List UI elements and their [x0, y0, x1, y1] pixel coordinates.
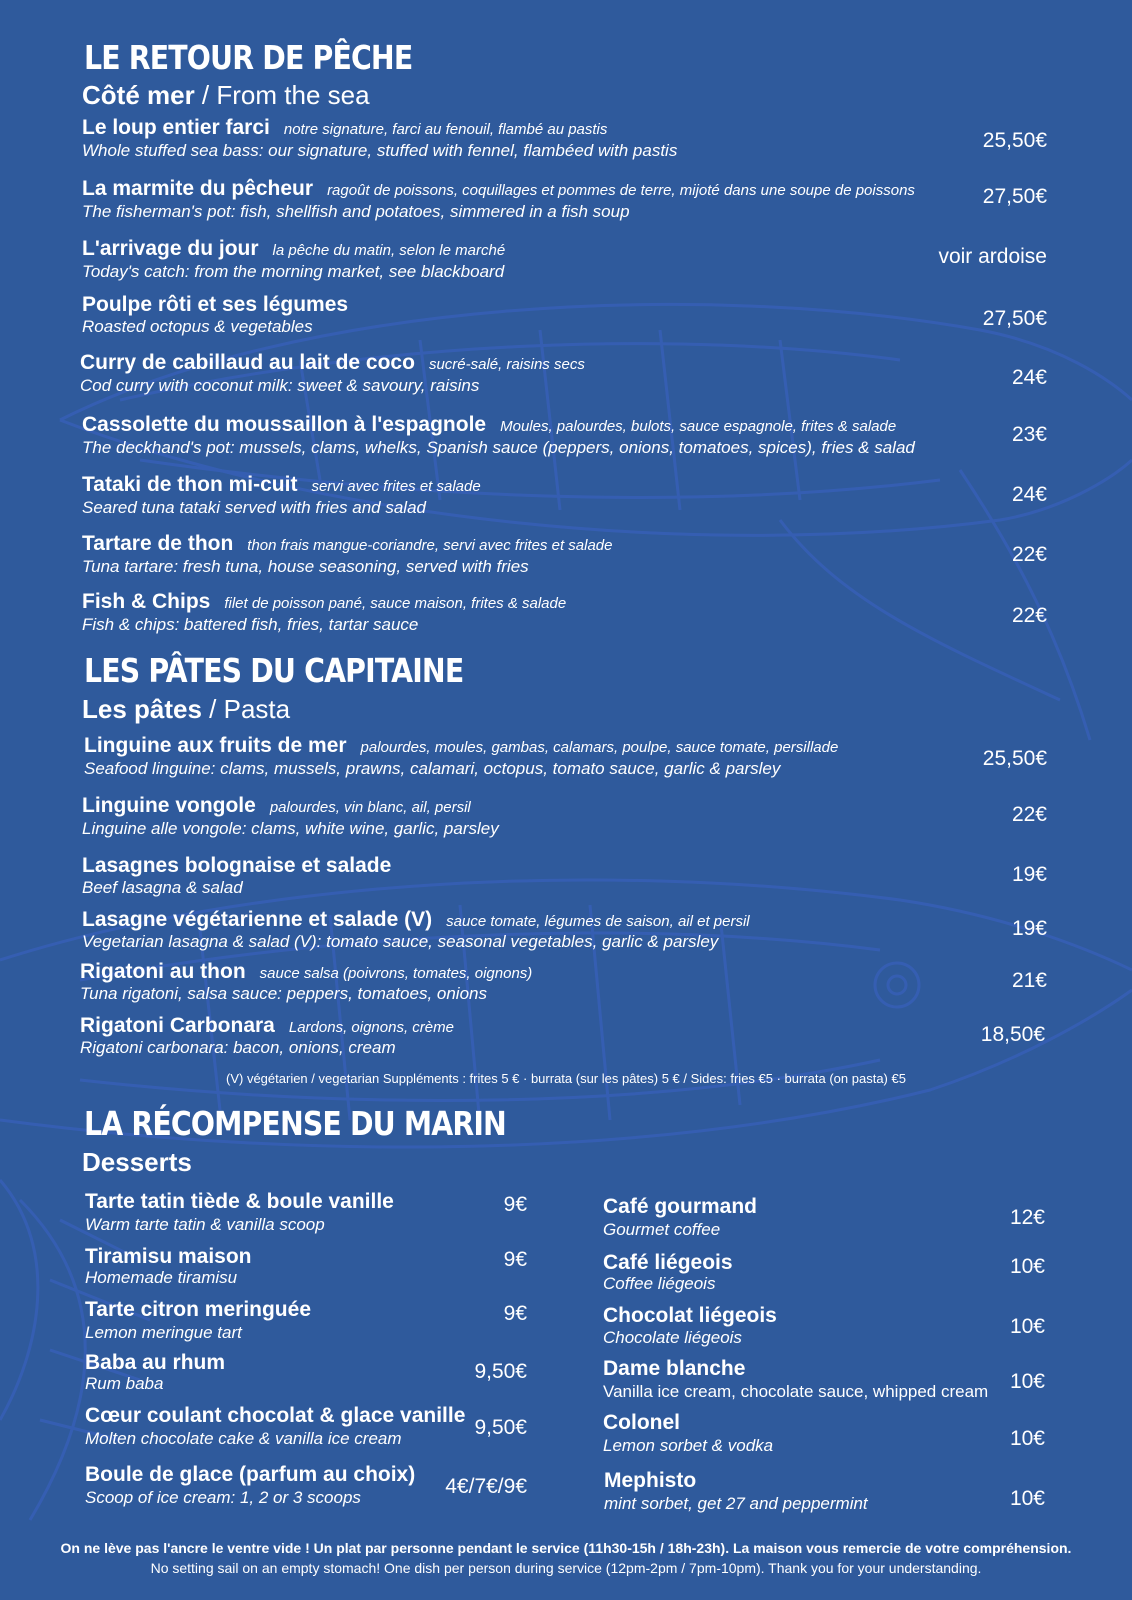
menu-item: Lasagnes bolognaise et salade Beef lasagna & salad 19€ [82, 854, 1047, 897]
menu-item: Linguine vongole palourdes, vin blanc, ail, persil Linguine alle vongole: clams, white wine, garlic, parsley 22€ [82, 794, 1047, 838]
menu-item: Lasagne végétarienne et salade (V) sauce tomate, légumes de saison, ail et persil Vegetarian lasagna & salad (V): tomato sauce, seasonal vegetables, garlic & parsley 19€ [82, 908, 1047, 951]
footer-notice-fr: On ne lève pas l'ancre le ventre vide ! Un plat par personne pendant le service (11h30-15h / 18h-23h). La maison vous remercie de votre compréhension. [60, 1540, 1072, 1556]
item-price: 9,50€ [474, 1416, 527, 1439]
item-price: 19€ [1011, 863, 1047, 886]
menu-item: Poulpe rôti et ses légumes Roasted octopus & vegetables 27,50€ [82, 293, 1047, 336]
menu-item: La marmite du pêcheur ragoût de poissons, coquillages et pommes de terre, mijoté dans une soupe de poissons The fisherman's pot: fish, shellfish and potatoes, simmered in a fish soup 27,50€ [82, 177, 1047, 221]
dessert-item: Cœur coulant chocolat & glace vanille Molten chocolate cake & vanilla ice cream 9,50€ [85, 1404, 527, 1448]
item-price: 27,50€ [982, 307, 1047, 330]
item-price: 24€ [1011, 366, 1047, 389]
item-price: 22€ [1011, 604, 1047, 627]
dessert-item: Baba au rhum Rum baba 9,50€ [85, 1351, 527, 1393]
item-price: 10€ [1009, 1315, 1045, 1338]
item-price: 9€ [503, 1302, 527, 1325]
item-price: 21€ [1011, 969, 1047, 992]
section-subtitle-desserts: Desserts [82, 1147, 192, 1177]
menu-item: Rigatoni Carbonara Lardons, oignons, crème Rigatoni carbonara: bacon, onions, cream 18,50€ [80, 1014, 1045, 1057]
menu-item: Tartare de thon thon frais mangue-coriandre, servi avec frites et salade Tuna tartare: fresh tuna, house seasoning, served with fries 22€ [82, 532, 1047, 576]
menu-item: Linguine aux fruits de mer palourdes, moules, gambas, calamars, poulpe, sauce tomate, persillade Seafood linguine: clams, mussels, prawns, calamari, octopus, tomato sauce, garlic & parsley 25,50€ [84, 734, 1047, 778]
dessert-item: Tiramisu maison Homemade tiramisu 9€ [85, 1245, 527, 1287]
menu-item: Rigatoni au thon sauce salsa (poivrons, tomates, oignons) Tuna rigatoni, salsa sauce: peppers, tomatoes, onions 21€ [80, 960, 1047, 1003]
dessert-item: Chocolat liégeois Chocolate liégeois 10€ [603, 1304, 1045, 1347]
item-price: 9€ [503, 1248, 527, 1271]
item-price: 4€/7€/9€ [445, 1475, 527, 1498]
section-subtitle-sea: Côté mer / From the sea [82, 80, 370, 110]
supplements-note: (V) végétarien / vegetarian Suppléments : frites 5 € · burrata (sur les pâtes) 5 € / Sides: fries €5 · burrata (on pasta) €5 [226, 1071, 906, 1086]
dessert-item: Dame blanche Vanilla ice cream, chocolate sauce, whipped cream 10€ [603, 1357, 1045, 1401]
menu-item: Tataki de thon mi-cuit servi avec frites et salade Seared tuna tataki served with fries and salad 24€ [82, 473, 1047, 517]
dessert-item: Café liégeois Coffee liégeois 10€ [603, 1251, 1045, 1293]
item-price: 10€ [1009, 1370, 1045, 1393]
item-price: 25,50€ [982, 129, 1047, 152]
item-price: voir ardoise [938, 245, 1047, 268]
item-price: 10€ [1009, 1427, 1045, 1450]
section-title-desserts: LA RÉCOMPENSE DU MARIN [84, 1104, 506, 1143]
menu-item: Curry de cabillaud au lait de coco sucré-salé, raisins secs Cod curry with coconut milk: sweet & savoury, raisins 24€ [80, 351, 1047, 395]
item-price: 27,50€ [982, 185, 1047, 208]
dessert-item: Café gourmand Gourmet coffee 12€ [603, 1195, 1045, 1239]
menu-item: L'arrivage du jour la pêche du matin, selon le marché Today's catch: from the morning market, see blackboard voir ardoise [82, 237, 1047, 281]
dessert-item: Boule de glace (parfum au choix) Scoop of ice cream: 1, 2 or 3 scoops 4€/7€/9€ [85, 1463, 527, 1507]
section-title-pasta: LES PÂTES DU CAPITAINE [84, 651, 464, 690]
item-price: 22€ [1011, 803, 1047, 826]
item-price: 25,50€ [982, 747, 1047, 770]
item-price: 22€ [1011, 543, 1047, 566]
footer-notice-en: No setting sail on an empty stomach! One dish per person during service (12pm-2pm / 7pm-10pm). Thank you for your understanding. [150, 1560, 982, 1576]
dessert-item: Mephisto mint sorbet, get 27 and peppermint 10€ [604, 1469, 1045, 1513]
dessert-item: Colonel Lemon sorbet & vodka 10€ [603, 1411, 1045, 1455]
item-price: 12€ [1009, 1206, 1045, 1229]
dessert-item: Tarte tatin tiède & boule vanille Warm tarte tatin & vanilla scoop 9€ [85, 1190, 527, 1234]
item-price: 23€ [1011, 423, 1047, 446]
item-price: 10€ [1009, 1255, 1045, 1278]
item-price: 19€ [1011, 917, 1047, 940]
item-price: 18,50€ [980, 1023, 1045, 1046]
dessert-item: Tarte citron meringuée Lemon meringue tart 9€ [85, 1298, 527, 1342]
menu-item: Fish & Chips filet de poisson pané, sauce maison, frites & salade Fish & chips: battered fish, fries, tartar sauce 22€ [82, 590, 1047, 634]
menu-item: Le loup entier farci notre signature, farci au fenouil, flambé au pastis Whole stuffed sea bass: our signature, stuffed with fennel, flambéed with pastis 25,50€ [82, 116, 1047, 160]
menu-item: Cassolette du moussaillon à l'espagnole Moules, palourdes, bulots, sauce espagnole, frites & salade The deckhand's pot: mussels, clams, whelks, Spanish sauce (peppers, onions, tomatoes, spices), fries & salad 23€ [82, 413, 1047, 457]
item-price: 10€ [1009, 1487, 1045, 1510]
section-title-sea: LE RETOUR DE PÊCHE [84, 38, 413, 77]
item-price: 9€ [503, 1193, 527, 1216]
item-price: 9,50€ [474, 1360, 527, 1383]
section-subtitle-pasta: Les pâtes / Pasta [82, 694, 291, 724]
item-price: 24€ [1011, 483, 1047, 506]
